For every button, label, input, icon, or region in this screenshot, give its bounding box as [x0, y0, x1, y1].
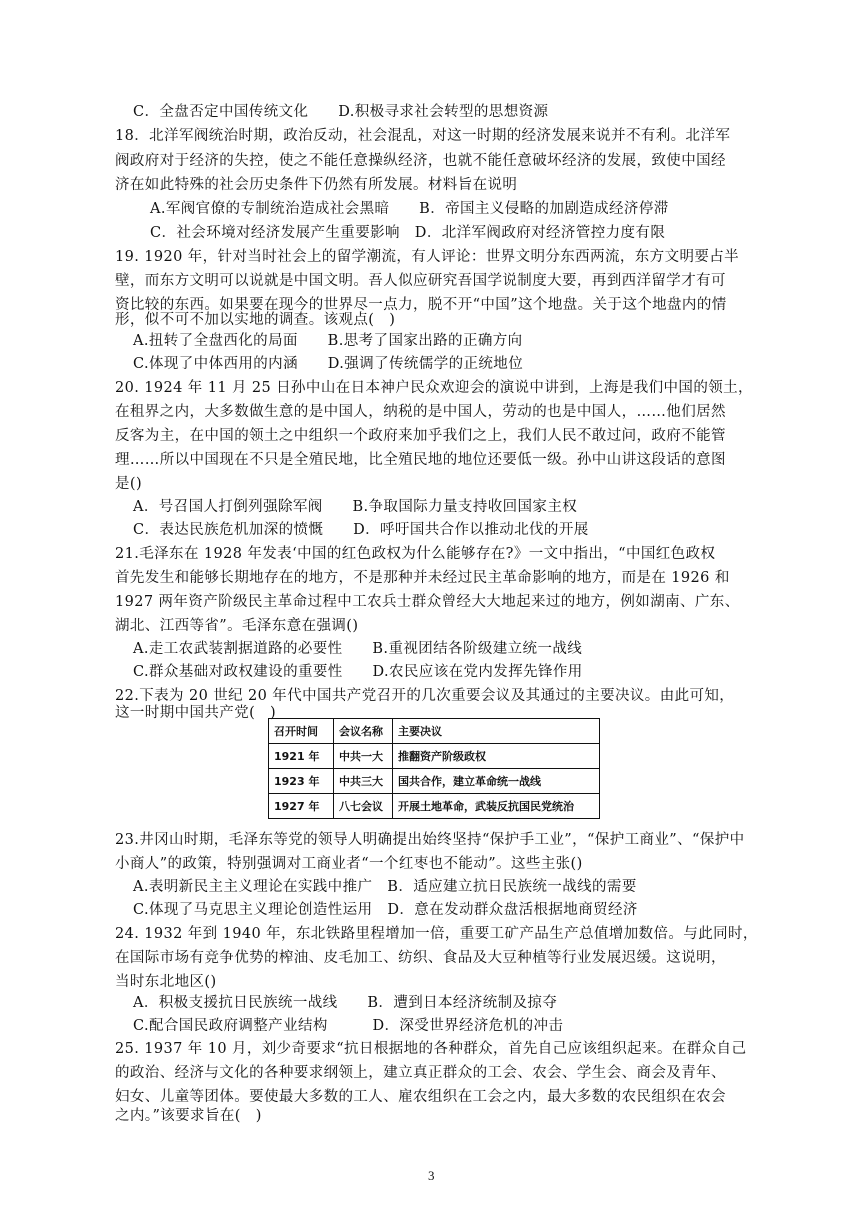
q24-options-ab: A．积极支援抗日民族统一战线 B．遭到日本经济统制及掠夺 — [133, 995, 558, 1011]
table-cell: 中共三大 — [334, 769, 393, 794]
q24-stem: 在国际市场有竞争优势的榨油、皮毛加工、纺织、食品及大豆种植等行业发展迟缓。这说明， — [115, 950, 726, 966]
table-header-cell: 主要决议 — [393, 719, 600, 744]
table-cell: 中共一大 — [334, 744, 393, 769]
q20-stem: 反客为主，在中国的领土之中组织一个政府来加乎我们之上，我们人民不敢过问，政府不能管 — [115, 428, 726, 444]
q19-options-cd: C.体现了中体西用的内涵 D.强调了传统儒学的正统地位 — [133, 356, 524, 372]
table-cell: 推翻资产阶级政权 — [393, 744, 600, 769]
q18-options-cd: C．社会环境对经济发展产生重要影响 D．北洋军阀政府对经济管控力度有限 — [150, 225, 666, 241]
q20-stem: 是() — [115, 476, 143, 492]
q24-stem: 当时东北地区() — [115, 974, 217, 990]
q19-options-ab: A.扭转了全盘西化的局面 B.思考了国家出路的正确方向 — [133, 333, 523, 349]
table-cell: 1923 年 — [269, 769, 334, 794]
q21-stem: 21.毛泽东在 1928 年发表‘中国的红色政权为什么能够存在?》一文中指出，“中国红色政权 — [115, 546, 716, 562]
q23-options-cd: C.体现了马克思主义理论创造性运用 D．意在发动群众盘活根据地商贸经济 — [133, 902, 638, 918]
q20-options-ab: A．号召国人打倒列强除军阀 B.争取国际力量支持收回国家主权 — [133, 499, 578, 515]
q18-stem: 济在如此特殊的社会历史条件下仍然有所发展。材料旨在说明 — [115, 177, 518, 193]
q18-stem: 18．北洋军阀统治时期，政治反动，社会混乱，对这一时期的经济发展来说并不有利。北洋军 — [115, 128, 731, 144]
table-cell: 国共合作，建立革命统一战线 — [393, 769, 600, 794]
q18-options-ab: A.军阀官僚的专制统治造成社会黑暗 B．帝国主义侵略的加剧造成经济停滞 — [150, 201, 669, 217]
q20-stem: 在租界之内，大多数做生意的是中国人，纳税的是中国人，劳动的也是中国人，……他们居然 — [115, 404, 726, 420]
q21-options-cd: C.群众基础对政权建设的重要性 D.农民应该在党内发挥先锋作用 — [133, 664, 583, 680]
q19-stem: 壁，而东方文明可以说就是中国文明。吾人似应研究吾国学说制度大要，再到西洋留学才有可 — [115, 273, 726, 289]
q18-stem: 阀政府对于经济的失控，使之不能任意操纵经济，也就不能任意破坏经济的发展，致使中国经 — [115, 153, 726, 169]
q25-stem: 25. 1937 年 10 月，刘少奇要求“抗日根据地的各种群众，首先自己应该组织起来。在群众自己 — [115, 1041, 747, 1057]
resolutions-table — [268, 718, 600, 819]
q24-stem: 24. 1932 年到 1940 年，东北铁路里程增加一倍，重要工矿产品生产总值增加数倍。与此同时， — [115, 926, 758, 942]
q21-stem: 湖北、江西等省”。毛泽东意在强调() — [115, 618, 359, 634]
table-cell: 1927 年 — [269, 794, 334, 819]
q23-stem: 小商人”的政策，特别强调对工商业者“一个红枣也不能动”。这些主张() — [115, 856, 583, 872]
table-header-cell: 召开时间 — [269, 719, 334, 744]
q20-stem: 理……所以中国现在不只是全殖民地，比全殖民地的地位还要低一级。孙中山讲这段话的意图 — [115, 452, 726, 468]
table-cell: 1921 年 — [269, 744, 334, 769]
table-cell: 开展土地革命，武装反抗国民党统治 — [393, 794, 600, 819]
q21-stem: 首先发生和能够长期地存在的地方，不是那种并未经过民主革命影响的地方，而是在 1926 和 — [115, 570, 730, 586]
table-header-row — [269, 719, 600, 744]
q24-options-cd: C.配合国民政府调整产业结构 D．深受世界经济危机的冲击 — [133, 1018, 564, 1034]
table-cell: 八七会议 — [334, 794, 393, 819]
q25-stem: 妇女、儿童等团体。要使最大多数的工人、雇农组织在工会之内，最大多数的农民组织在农会 — [115, 1089, 726, 1105]
q21-options-ab: A.走工农武装割据道路的必要性 B.重视团结各阶级建立统一战线 — [133, 641, 583, 657]
table-row — [269, 744, 600, 769]
q20-options-cd: C．表达民族危机加深的愤慨 D．呼吁国共合作以推动北伐的开展 — [133, 522, 589, 538]
q25-stem: 的政治、经济与文化的各种要求纲领上，建立真正群众的工会、农会、学生会、商会及青年、 — [115, 1065, 726, 1081]
q22-stem: 22.下表为 20 世纪 20 年代中国共产党召开的几次重要会议及其通过的主要决议。由此可知， — [115, 688, 735, 704]
table-header-cell: 会议名称 — [334, 719, 393, 744]
q22-stem: 这一时期中国共产党( ) — [115, 705, 277, 721]
table-row — [269, 769, 600, 794]
q19-stem: 资比较的东西。如果要在现今的世界尽一点力，脱不开“中国”这个地盘。关于这个地盘内的情 — [115, 297, 727, 313]
q25-stem: 之内。”该要求旨在( ) — [115, 1108, 262, 1124]
table-row — [269, 794, 600, 819]
q21-stem: 1927 两年资产阶级民主革命过程中工农兵士群众曾经大大地起来过的地方，例如湖南、广东、 — [115, 594, 740, 610]
q23-stem: 23.井冈山时期，毛泽东等党的领导人明确提出始终坚持“保护手工业”，“保护工商业”、“保护中 — [115, 832, 745, 848]
q23-options-ab: A.表明新民主主义理论在实践中推广 B．适应建立抗日民族统一战线的需要 — [133, 879, 637, 895]
q17-options-cd: C．全盘否定中国传统文化 D.积极寻求社会转型的思想资源 — [133, 104, 549, 120]
page-number: 3 — [428, 1168, 435, 1183]
q19-stem: 形，似不可不加以实地的调查。该观点( ) — [115, 312, 396, 328]
q20-stem: 20. 1924 年 11 月 25 日孙中山在日本神户民众欢迎会的演说中讲到，上海是我们中国的领土， — [115, 380, 753, 396]
q19-stem: 19. 1920 年，针对当时社会上的留学潮流，有人评论：世界文明分东西两流，东方文明要占半 — [115, 249, 740, 265]
